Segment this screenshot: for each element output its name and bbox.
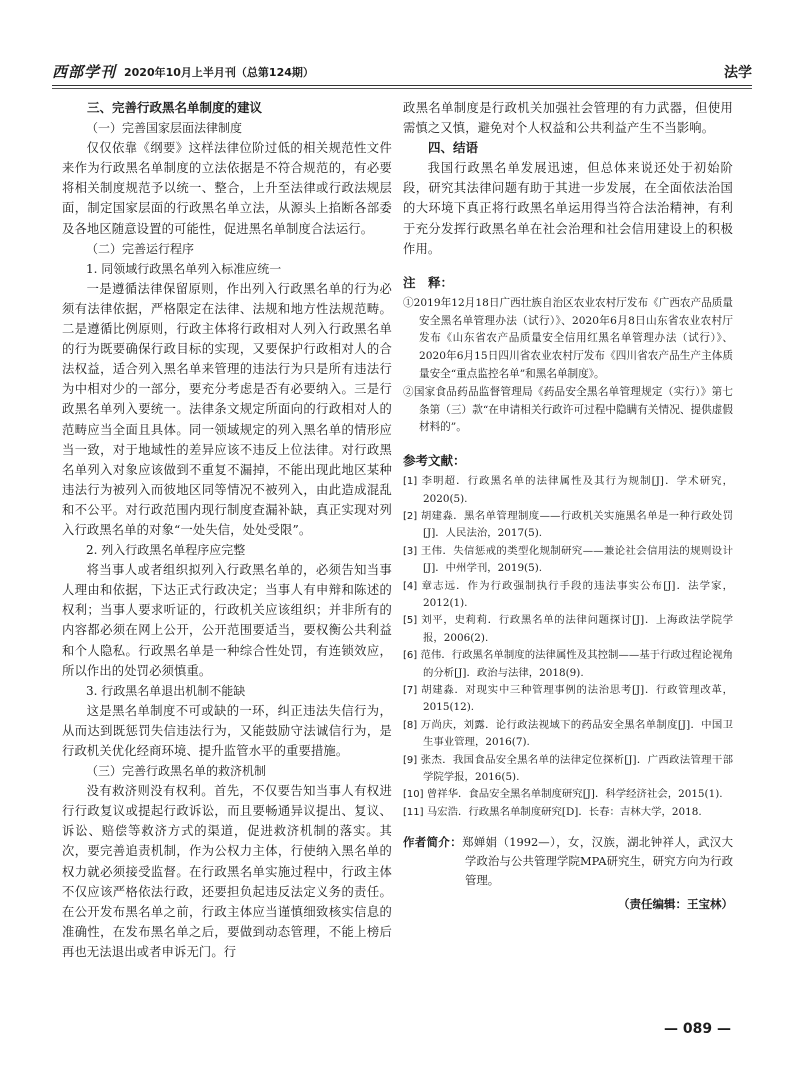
notes-title: 注 释： [403,274,454,290]
reference-number: [6] [403,650,418,662]
subsection-heading: （一）完善国家层面法律制度 [86,121,243,136]
journal-logo: 西部学刊 [52,63,117,81]
paragraph: 没有救济则没有权利。首先，不仅要告知当事人有权进行行政复议或提起行政诉讼，而且要畅通异议提出、复议、诉讼、赔偿等救济方式的渠道，促进救济机制的落实。其次，要完善追责机制，作为公权力主体，行使纳入黑名单的权力就必须接受监督。在行政黑名单实施过程中，行政主体不仅应该严格依法行政，还要担负起违反法定义务的责任。在公开发布黑名单之前，行政主体应当谨慎细致核实信息的准确性，在发布黑名单之后，要做到动态管理，不能上榜后再也无法退出或者申诉无门。行 [62,784,392,959]
paragraph: 一是遵循法律保留原则，作出列入行政黑名单的行为必须有法律依据，严格限定在法律、法规和地方性法规范畴。二是遵循比例原则，行政主体将行政相对人列入行政黑名单的行为既要确保行政目标的实现，又要保护行政相对人的合法权益，适合列入黑名单来管理的违法行为只是所有违法行为中相对少的一部分，要充分考虑是否有必要纳入。三是行政黑名单列入要统一。法律条文规定所面向的行政相对人的范畴应当全面且具体。同一领域规定的列入黑名单的情形应当一致，对于地域性的差异应该不违反上位法律。对行政黑名单列入对象应该做到不重复不漏掉，不能出现此地区某种违法行为被列入而彼地区同等情况不被列入，由此造成混乱和不公平。对行政范围内现行制度查漏补缺，真正实现对列入行政黑名单的对象“一处失信，处处受限”。 [62,281,392,537]
author-text: 郑婵娟（1992—），女，汉族，湖北钟祥人，武汉大学政治与公共管理学院MPA研究生，研究方向为行政管理。 [462,835,733,888]
reference-text: 马宏浩．行政黑名单制度研究[D]．长春：吉林大学，2018. [426,805,702,818]
section-heading: 三、完善行政黑名单制度的建议 [87,100,263,115]
reference-item [403,578,733,613]
reference-number: [10] [403,789,424,801]
item-heading: 1. 同领域行政黑名单列入标准应统一 [86,261,282,276]
reference-item [403,612,733,647]
reference-item [403,508,733,543]
right-column [403,98,733,912]
reference-item [403,473,733,508]
section-name: 法学 [724,65,752,81]
note-item: ①2019年12月18日广西壮族自治区农业农村厅发布《广西农产品质量安全黑名单管理办法（试行）》、2020年6月8日山东省农业农村厅发布《山东省农产品质量安全信用红黑名单管理办法（试行）》、2020年6月15日四川省农业农村厅发布《四川省农产品生产主体质量安全“重点监控名单”和黑名单制度》。 [403,296,733,380]
reference-number: [8] [403,719,418,731]
reference-number: [5] [403,615,418,627]
reference-text: 范伟．行政黑名单制度的法律属性及其控制——基于行政过程论视角的分析[J]．政治与法律，2018(9). [420,649,734,679]
reference-text: 王伟．失信惩戒的类型化规制研究——兼论社会信用法的规则设计[J]．中州学刊，2019(5). [420,544,733,575]
references-title: 参考文献： [403,453,466,469]
reference-item [403,682,733,717]
reference-number: [1] [403,476,418,488]
reference-item [403,647,733,682]
issue-info: 2020年10月上半月刊（总第124期） [124,66,314,79]
paragraph: 我国行政黑名单发展迅速，但总体来说还处于初始阶段，研究其法律问题有助于其进一步发展，在全面依法治国的大环境下真正将行政黑名单运用得当符合法治精神，有利于充分发挥行政黑名单在社会治理和社会信用建设上的积极作用。 [403,161,733,256]
reference-number: [9] [403,754,418,766]
header-divider [52,88,752,89]
paragraph: 这是黑名单制度不可或缺的一环，纠正违法失信行为，从而达到既惩罚失信违法行为，又能鼓励守法诚信行为，是行政机关优化经商环境、提升监管水平的重要措施。 [62,703,392,758]
reference-item [403,752,733,787]
item-heading: 3. 行政黑名单退出机制不能缺 [86,683,246,698]
section-heading: 四、结语 [428,140,479,156]
reference-text: 胡建淼．对现实中三种管理事例的法治思考[J]．行政管理改革，2015(12). [421,684,733,714]
reference-item [403,786,733,803]
page-number: — 089 — [664,1021,731,1037]
author-bio [403,833,733,890]
note-item: ②国家食品药品监督管理局《药品安全黑名单管理规定（实行）》第七条第（三）款“在申请相关行政许可过程中隐瞒有关情况、提供虚假材料的”。 [403,385,733,434]
reference-item [403,543,733,578]
reference-text: 曾祥华．食品安全黑名单制度研究[J]．科学经济社会，2015(1). [426,788,723,801]
page-header [52,59,752,86]
reference-item [403,804,733,821]
reference-text: 万尚庆，刘露．论行政法视域下的药品安全黑名单制度[J]．中国卫生事业管理，2016(7). [420,718,733,749]
reference-number: [3] [403,545,418,557]
subsection-heading: （三）完善行政黑名单的救济机制 [86,764,267,779]
reference-number: [4] [403,580,418,592]
reference-number: [7] [403,685,418,696]
reference-text: 李明超．行政黑名单的法律属性及其行为规制[J]．学术研究，2020(5). [421,475,733,505]
item-heading: 2. 列入行政黑名单程序应完整 [86,543,246,558]
reference-number: [11] [403,806,424,818]
reference-text: 章志远．作为行政强制执行手段的违法事实公布[J]．法学家，2012(1). [421,579,733,609]
reference-number: [2] [403,510,418,522]
paragraph: 仅仅依靠《纲要》这样法律位阶过低的相关规范性文件来作为行政黑名单制度的立法依据是不符合规范的，有必要将相关制度规范予以统一、整合，上升至法律或行政法规层面，制定国家层面的行政黑名单立法，从源头上掐断各部委及各地区随意设置的可能性，促进黑名单制度合法运行。 [62,141,392,236]
left-column [62,98,392,962]
reference-text: 刘平，史莉莉．行政黑名单的法律问题探讨[J]．上海政法学院学报，2006(2). [421,614,733,644]
responsible-editor: （责任编辑：王宝林） [618,897,733,912]
reference-text: 张杰．我国食品安全黑名单的法律定位探析[J]．广西政法管理干部学院学报，2016(5). [420,753,733,784]
subsection-heading: （二）完善运行程序 [86,241,195,256]
reference-text: 胡建淼．黑名单管理制度——行政机关实施黑名单是一种行政处罚[J]．人民法治，2017(5). [420,509,733,540]
paragraph: 政黑名单制度是行政机关加强社会管理的有力武器，但使用需慎之又慎，避免对个人权益和公共利益产生不当影响。 [403,101,733,136]
author-label: 作者简介： [403,835,463,850]
reference-item [403,717,733,752]
paragraph: 将当事人或者组织拟列入行政黑名单的，必须告知当事人理由和依据，下达正式行政决定；当事人有申辩和陈述的权利；当事人要求听证的，行政机关应该组织；并非所有的内容都必须在网上公开，公开范围要适当，要权衡公共利益和个人隐私。行政黑名单是一种综合性处罚，有连锁效应，所以作出的处罚必须慎重。 [62,563,392,678]
